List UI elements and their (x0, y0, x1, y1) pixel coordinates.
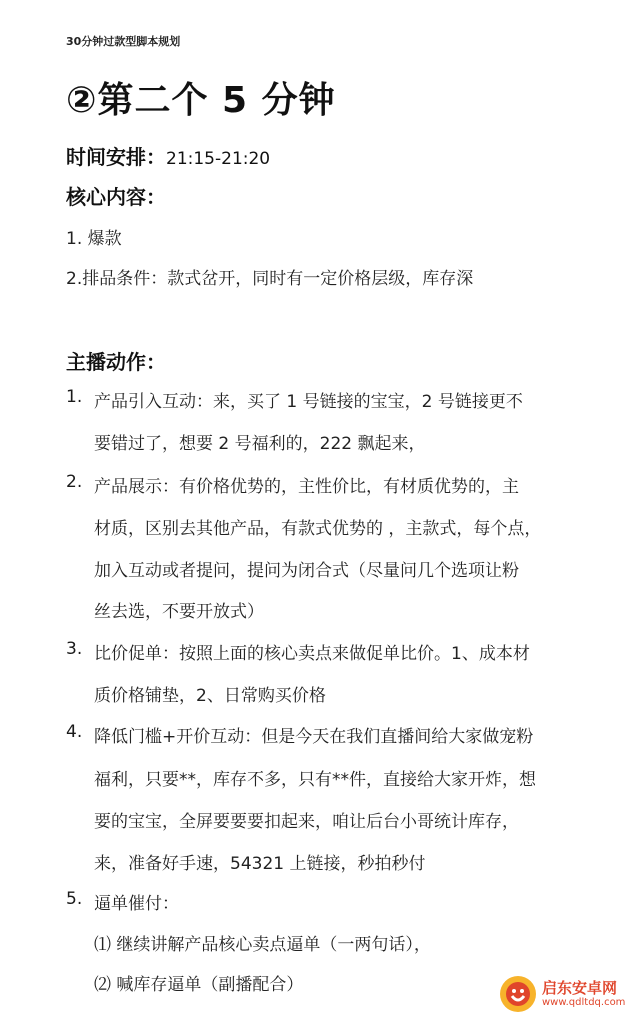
action-5-number: 5. (66, 889, 83, 909)
schedule-label: 时间安排： (66, 145, 166, 169)
watermark-logo-icon (498, 974, 538, 1014)
action-5-sub-2: ⑵ 喊库存逼单（副播配合） (94, 975, 304, 995)
action-4-line-1: 降低门槛+开价互动：但是今天在我们直播间给大家做宠粉 (94, 727, 534, 747)
action-4-line-4: 来，准备好手速，54321 上链接，秒拍秒付 (94, 854, 426, 874)
watermark-url: www.qdltdq.com (542, 997, 626, 1008)
action-2-number: 2. (66, 472, 83, 492)
action-5-line-1: 逼单催付： (94, 894, 179, 914)
schedule-row (66, 141, 270, 170)
schedule-value: 21:15-21:20 (166, 149, 271, 169)
action-4-line-2: 福利，只要**，库存不多，只有**件，直接给大家开炸，想 (94, 770, 536, 790)
site-watermark (498, 974, 634, 1014)
action-3-line-2: 质价格铺垫，2、日常购买价格 (94, 686, 326, 706)
action-4-number: 4. (66, 722, 83, 742)
action-2-line-2: 材质，区别去其他产品，有款式优势的 ，主款式，每个点， (94, 519, 542, 539)
core-item-1: 1. 爆款 (66, 229, 122, 249)
action-3-line-1: 比价促单：按照上面的核心卖点来做促单比价。1、成本材 (94, 644, 530, 664)
action-2-line-1: 产品展示：有价格优势的，主性价比，有材质优势的，主 (94, 477, 519, 497)
action-1-number: 1. (66, 387, 83, 407)
action-5-sub-1: ⑴ 继续讲解产品核心卖点逼单（一两句话）， (94, 935, 431, 955)
action-1-line-1: 产品引入互动：来，买了 1 号链接的宝宝，2 号链接更不 (94, 392, 523, 412)
action-1-line-2: 要错过了，想要 2 号福利的，222 飘起来， (94, 434, 426, 454)
host-actions-heading: 主播动作： (66, 350, 166, 374)
action-4-line-3: 要的宝宝，全屏要要要扣起来，咱让后台小哥统计库存， (94, 812, 519, 832)
action-2-line-4: 丝去选，不要开放式） (94, 602, 264, 622)
section-title: ②第二个 5 分钟 (66, 80, 336, 121)
document-header: 30分钟过款型脚本规划 (66, 35, 181, 48)
action-3-number: 3. (66, 639, 83, 659)
watermark-name: 启东安卓网 (542, 979, 618, 997)
core-item-2: 2.排品条件：款式岔开，同时有一定价格层级，库存深 (66, 269, 474, 289)
action-2-line-3: 加入互动或者提问，提问为闭合式（尽量问几个选项让粉 (94, 561, 519, 581)
core-content-heading: 核心内容： (66, 185, 166, 209)
